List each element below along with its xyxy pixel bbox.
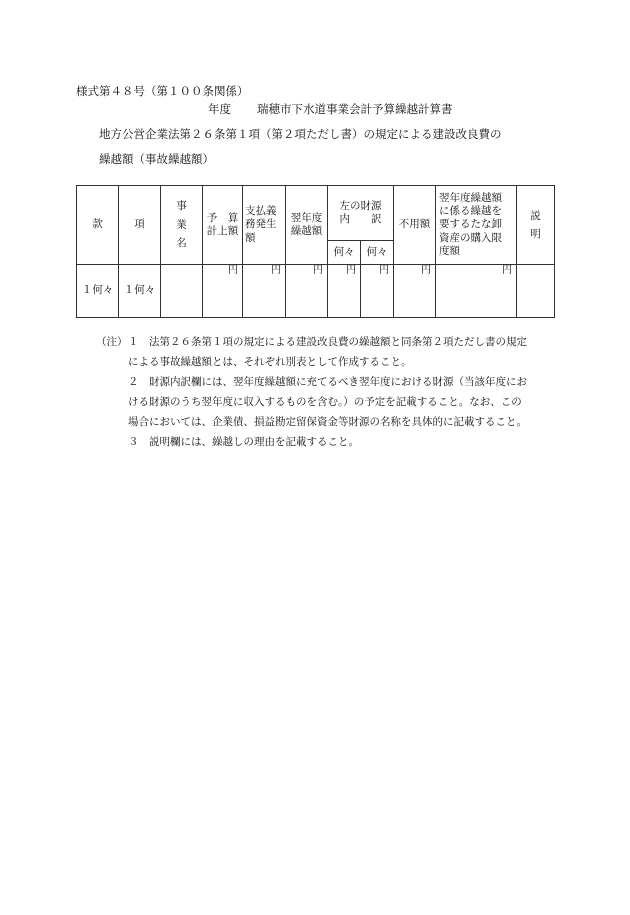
document-title-line xyxy=(208,101,453,117)
header-shiharai-2: 務発生 xyxy=(245,218,277,231)
description-line-1: 地方公営企業法第２６条第１項（第２項ただし書）の規定による建設改良費の xyxy=(99,127,502,141)
row-zaigen1-unit: 円 xyxy=(328,265,361,318)
row-jigyomei xyxy=(161,265,203,318)
header-setsumei-2: 明 xyxy=(530,228,541,240)
header-fuyougaku: 不用額 xyxy=(394,186,436,265)
row-kou: １何々 xyxy=(119,265,161,318)
header-zaigen-2: 内 訳 xyxy=(339,213,382,226)
header-setsumei-1: 説 xyxy=(530,209,541,222)
header-oroshi xyxy=(436,186,517,265)
row-kan: １何々 xyxy=(77,265,119,318)
header-oroshi-3: 要するたな卸 xyxy=(439,218,502,231)
note-2-line-2: ける財源のうち翌年度に収入するものを含む。）の予定を記載すること。なお、この xyxy=(128,396,522,408)
header-shiharai-3: 額 xyxy=(245,231,256,244)
header-zaigen-sub-1: 何々 xyxy=(328,241,361,265)
header-yosan-2: 計上額 xyxy=(206,225,239,237)
header-shiharai xyxy=(243,186,286,265)
header-kan: 款 xyxy=(77,186,119,265)
row-fuyougaku-unit: 円 xyxy=(394,265,436,318)
header-zaigen xyxy=(328,186,394,241)
row-zaigen2-unit: 円 xyxy=(361,265,394,318)
header-oroshi-2: に係る繰越を xyxy=(439,205,502,218)
header-yosan xyxy=(203,186,243,265)
header-oroshi-4: 資産の購入限 xyxy=(439,231,502,244)
note-2-line-1: ２ 財源内訳欄には、翌年度繰越額に充てるべき翌年度における財源（当該年度にお xyxy=(128,376,527,388)
note-1-line-2: による事故繰越額とは、それぞれ別表として作成すること。 xyxy=(128,356,412,368)
row-oroshi-unit: 円 xyxy=(436,265,517,318)
document-title: 瑞穂市下水道事業会計予算繰越計算書 xyxy=(257,102,453,116)
header-shiharai-1: 支払義 xyxy=(245,205,277,218)
header-jigyomei-2: 業 xyxy=(176,218,187,231)
header-zaigen-1: 左の財源 xyxy=(339,199,382,212)
header-yokunendo-2: 繰越額 xyxy=(290,225,323,237)
header-jigyomei xyxy=(161,186,203,265)
header-yokunendo-1: 翌年度 xyxy=(290,211,323,224)
header-yokunendo xyxy=(286,186,328,265)
header-kou: 項 xyxy=(119,186,161,265)
header-setsumei xyxy=(517,186,555,265)
header-oroshi-5: 度額 xyxy=(439,244,460,257)
header-zaigen-sub-2: 何々 xyxy=(361,241,394,265)
notes-heading: （注） xyxy=(96,336,128,348)
header-yosan-1: 予 算 xyxy=(206,211,239,224)
header-jigyomei-3: 名 xyxy=(176,237,187,250)
row-yosan-unit: 円 xyxy=(203,265,243,318)
header-jigyomei-1: 事 xyxy=(176,200,187,213)
row-yokunendo-unit: 円 xyxy=(286,265,328,318)
carryover-table xyxy=(76,185,555,318)
note-3-line-1: ３ 説明欄には、繰越しの理由を記載すること。 xyxy=(128,436,359,448)
description-line-2: 繰越額（事故繰越額） xyxy=(99,152,214,166)
row-shiharai-unit: 円 xyxy=(243,265,286,318)
year-label: 年度 xyxy=(208,102,231,116)
note-1-line-1: １ 法第２６条第１項の規定による建設改良費の繰越額と同条第２項ただし書の規定 xyxy=(128,336,527,348)
header-oroshi-1: 翌年度繰越額 xyxy=(439,192,502,205)
note-2-line-3: 場合においては、企業債、損益勘定留保資金等財源の名称を具体的に記載すること。 xyxy=(128,416,527,428)
form-number: 様式第４８号（第１００条関係） xyxy=(76,84,249,98)
row-setsumei xyxy=(517,265,555,318)
